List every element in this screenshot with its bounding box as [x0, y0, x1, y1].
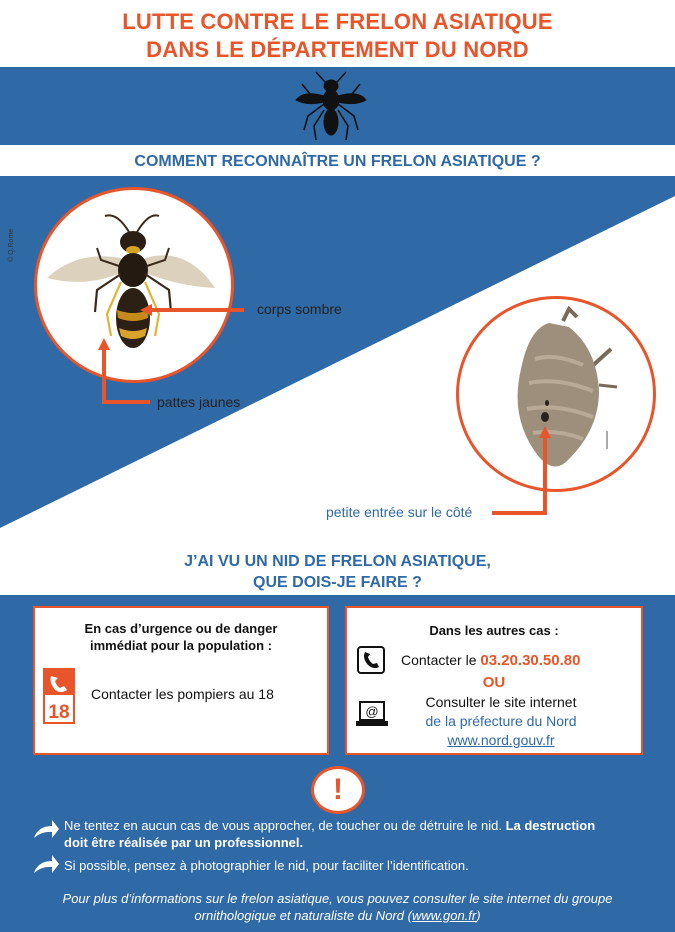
nest-heading — [0, 551, 675, 593]
or-separator: OU — [482, 674, 506, 691]
footer-note — [40, 890, 635, 924]
footer-line-1: Pour plus d’informations sur le frelon asiatique, vous pouvez consulter le site internet du groupe — [62, 891, 613, 906]
contact-prefix: Contacter le — [401, 652, 481, 668]
advice-photograph: Si possible, pensez à photographier le nid, pour faciliter l’identification. — [64, 858, 469, 873]
advice-1-bold-b: doit être réalisée par un professionnel. — [64, 835, 304, 850]
curved-arrow-icon — [32, 853, 60, 875]
hornet-silhouette-icon — [292, 70, 370, 142]
label-yellow-legs: pattes jaunes — [157, 394, 241, 410]
footer-line-2 — [40, 907, 635, 924]
advice-do-not-touch — [64, 817, 644, 851]
hornet-photo-icon — [37, 190, 233, 382]
advice-1-text: Ne tentez en aucun cas de vous approcher, de toucher ou de détruire le nid. — [64, 818, 506, 833]
label-side-entrance: petite entrée sur le côté — [326, 504, 473, 520]
nest-photo — [456, 296, 656, 492]
footer-line-2-prefix: ornithologique et naturaliste du Nord ( — [194, 908, 412, 923]
identify-heading: COMMENT RECONNAÎTRE UN FRELON ASIATIQUE ? — [134, 153, 541, 170]
phone-number[interactable]: 03.20.30.50.80 — [480, 652, 581, 669]
other-cases-card — [345, 606, 643, 755]
emergency-heading-line-2: immédiat pour la population : — [90, 638, 272, 653]
emergency-heading — [35, 620, 327, 654]
emergency-heading-line-1: En cas d’urgence ou de danger — [84, 621, 278, 636]
site-line-2: de la préfecture du Nord — [425, 713, 577, 729]
contact-line — [401, 652, 580, 669]
nest-heading-line-1: J’AI VU UN NID DE FRELON ASIATIQUE, — [184, 553, 491, 570]
phone-icon — [357, 646, 385, 674]
title-line-2: DANS LE DÉPARTEMENT DU NORD — [146, 37, 529, 62]
nest-heading-line-2: QUE DOIS-JE FAIRE ? — [253, 574, 422, 591]
advice-1-bold-a: La destruction — [505, 818, 596, 833]
gon-link[interactable]: www.gon.fr — [411, 908, 477, 923]
label-dark-body: corps sombre — [257, 301, 342, 317]
photo-credit: © Q.Rome — [8, 228, 15, 262]
poster-title — [0, 8, 675, 64]
prefecture-link[interactable]: www.nord.gouv.fr — [447, 732, 555, 748]
emergency-text: Contacter les pompiers au 18 — [91, 686, 274, 702]
firefighters-18-icon — [43, 668, 75, 724]
svg-text:@: @ — [365, 704, 379, 719]
nest-photo-icon — [459, 299, 655, 491]
footer-line-2-suffix: ) — [476, 908, 481, 923]
warning-badge — [311, 766, 365, 814]
badge-number: 18 — [48, 702, 70, 723]
warning-icon: ! — [333, 773, 343, 806]
site-line-1: Consulter le site internet — [425, 694, 577, 710]
hornet-photo — [34, 187, 234, 383]
curved-arrow-icon — [32, 818, 60, 840]
title-line-1: LUTTE CONTRE LE FRELON ASIATIQUE — [122, 9, 553, 34]
other-heading: Dans les autres cas : — [429, 623, 559, 638]
emergency-card — [33, 606, 329, 755]
